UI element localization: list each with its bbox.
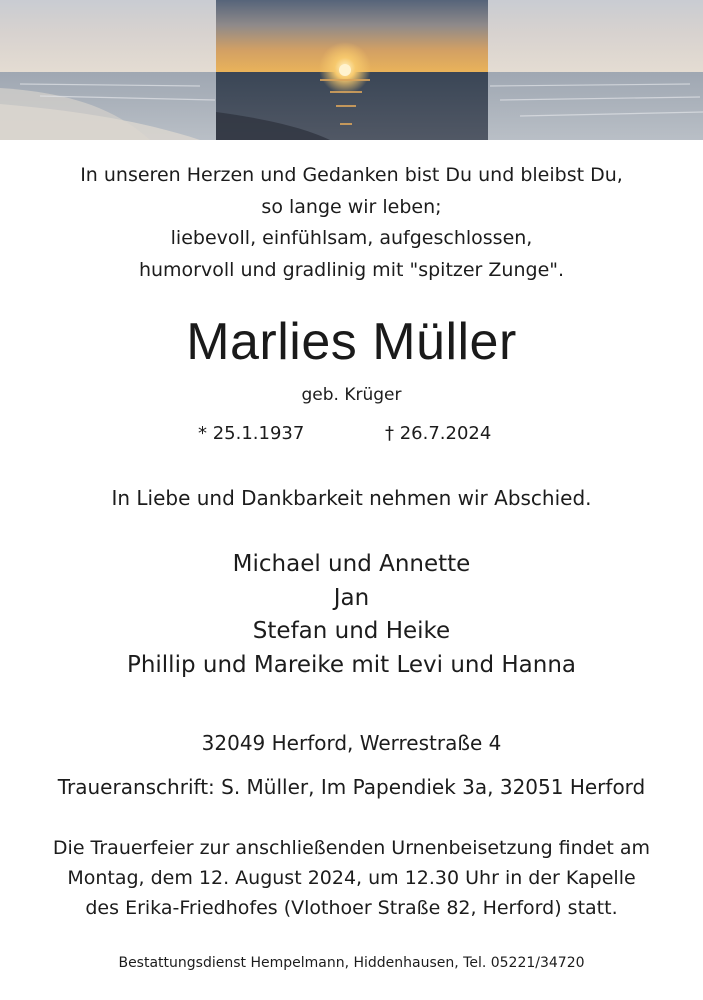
- family-address: 32049 Herford, Werrestraße 4: [201, 731, 502, 755]
- ceremony-line: des Erika-Friedhofes (Vlothoer Straße 82, Herford) statt.: [85, 897, 618, 919]
- family-line: Phillip und Mareike mit Levi und Hanna: [126, 651, 577, 678]
- header-sunset-image: [0, 0, 703, 140]
- poem-line: In unseren Herzen und Gedanken bist Du und bleibst Du,: [80, 164, 623, 186]
- deceased-name: Marlies Müller: [186, 313, 517, 371]
- poem-line: humorvoll und gradlinig mit "spitzer Zunge".: [138, 258, 565, 281]
- undertaker-info: Bestattungsdienst Hempelmann, Hiddenhausen, Tel. 05221/34720: [118, 955, 585, 971]
- ceremony-info: [0, 833, 703, 923]
- farewell-text: In Liebe und Dankbarkeit nehmen wir Abschied.: [111, 486, 592, 510]
- poem: [0, 160, 703, 286]
- maiden-name: geb. Krüger: [301, 385, 402, 405]
- family-line: Jan: [333, 584, 370, 611]
- mourning-address: Traueranschrift: S. Müller, Im Papendiek 3a, 32051 Herford: [57, 775, 646, 799]
- ceremony-line: Montag, dem 12. August 2024, um 12.30 Uhr in der Kapelle: [67, 867, 636, 889]
- ceremony-line: Die Trauerfeier zur anschließenden Urnenbeisetzung findet am: [52, 837, 651, 859]
- poem-line: so lange wir leben;: [261, 195, 442, 218]
- family-line: Michael und Annette: [232, 551, 471, 577]
- family-list: [0, 548, 703, 682]
- poem-line: liebevoll, einfühlsam, aufgeschlossen,: [170, 227, 533, 249]
- death-date: † 26.7.2024: [385, 423, 492, 444]
- birth-date: * 25.1.1937: [198, 423, 305, 444]
- family-line: Stefan und Heike: [252, 618, 451, 644]
